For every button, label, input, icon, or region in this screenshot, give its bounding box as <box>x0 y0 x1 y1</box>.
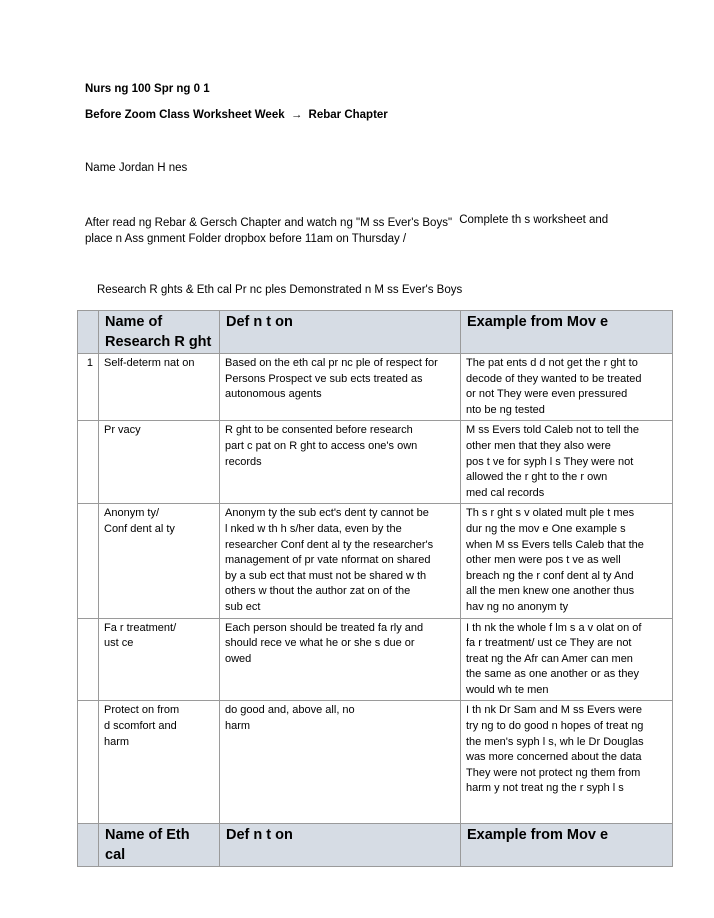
header-ethical-principle: Name of Eth cal <box>99 824 220 867</box>
table-header-row <box>78 311 673 354</box>
worksheet-title-before: Before Zoom Class Worksheet Week <box>85 109 285 121</box>
header-definition: Def n t on <box>220 824 461 867</box>
right-definition: R ght to be consented before research part c pat on R ght to access one's own records <box>220 421 461 504</box>
section-title: Research R ghts & Eth cal Pr nc ples Demonstrated n M ss Ever's Boys <box>97 284 463 296</box>
header-example: Example from Mov e <box>461 824 673 867</box>
table-row <box>78 504 673 618</box>
table-row <box>78 618 673 701</box>
right-example: The pat ents d d not get the r ght to decode of they wanted to be treated or not They were even pressured nto be ng tested <box>461 354 673 421</box>
right-name: Self-determ nat on <box>99 354 220 421</box>
right-definition: Based on the eth cal pr nc ple of respect for Persons Prospect ve sub ects treated as autonomous agents <box>220 354 461 421</box>
header-definition: Def n t on <box>220 311 461 354</box>
instructions-line-1b: Complete th s worksheet and <box>459 214 609 226</box>
instructions-line-1a: After read ng Rebar & Gersch Chapter and watch ng "M ss Ever's Boys" <box>85 217 453 229</box>
right-name: Anonym ty/ Conf dent al ty <box>99 504 220 618</box>
arrow-right-icon: → <box>290 109 303 121</box>
right-example: M ss Evers told Caleb not to tell the other men that they also were pos t ve for syph l s They were not allowed the r ght to the r own med cal records <box>461 421 673 504</box>
header-research-right: Name of Research R ght <box>99 311 220 354</box>
table-row <box>78 701 673 824</box>
row-number <box>78 504 99 618</box>
course-title: Nurs ng 100 Spr ng 0 1 <box>85 83 210 95</box>
right-name: Fa r treatment/ ust ce <box>99 618 220 701</box>
row-number <box>78 421 99 504</box>
ethical-principles-header-row <box>78 824 673 867</box>
row-number <box>78 618 99 701</box>
worksheet-title <box>85 109 388 121</box>
header-num-cell <box>78 824 99 867</box>
right-example: I th nk the whole f lm s a v olat on of fa r treatment/ ust ce They are not treat ng the Afr can Amer can men the same as one another or as they would wh te men <box>461 618 673 701</box>
header-num-cell <box>78 311 99 354</box>
row-number <box>78 701 99 824</box>
right-example: I th nk Dr Sam and M ss Evers were try ng to do good n hopes of treat ng the men's syph l s, wh le Dr Douglas was more concerned about the data They were not protect ng them from harm y not treat ng the r syph l s <box>461 701 673 824</box>
rights-table <box>77 310 673 867</box>
right-example: Th s r ght s v olated mult ple t mes dur ng the mov e One example s when M ss Evers tells Caleb that the other men were pos t ve as well breach ng the r conf dent al ty And all the men knew one another thus hav ng no anonym ty <box>461 504 673 618</box>
right-definition: do good and, above all, no harm <box>220 701 461 824</box>
student-name: Name Jordan H nes <box>85 162 188 174</box>
row-number: 1 <box>78 354 99 421</box>
right-definition: Each person should be treated fa rly and should rece ve what he or she s due or owed <box>220 618 461 701</box>
right-name: Pr vacy <box>99 421 220 504</box>
header-example: Example from Mov e <box>461 311 673 354</box>
worksheet-title-after: Rebar Chapter <box>308 109 388 121</box>
instructions-line-2: place n Ass gnment Folder dropbox before 11am on Thursday / <box>85 233 407 245</box>
right-definition: Anonym ty the sub ect's dent ty cannot be l nked w th h s/her data, even by the researcher Conf dent al ty the researcher's management of pr vate nformat on shared by a sub ect that must not be shared w th others w thout the author zat on of the sub ect <box>220 504 461 618</box>
right-name: Protect on from d scomfort and harm <box>99 701 220 824</box>
table-row <box>78 421 673 504</box>
table-row <box>78 354 673 421</box>
instructions-line-1 <box>85 215 608 231</box>
